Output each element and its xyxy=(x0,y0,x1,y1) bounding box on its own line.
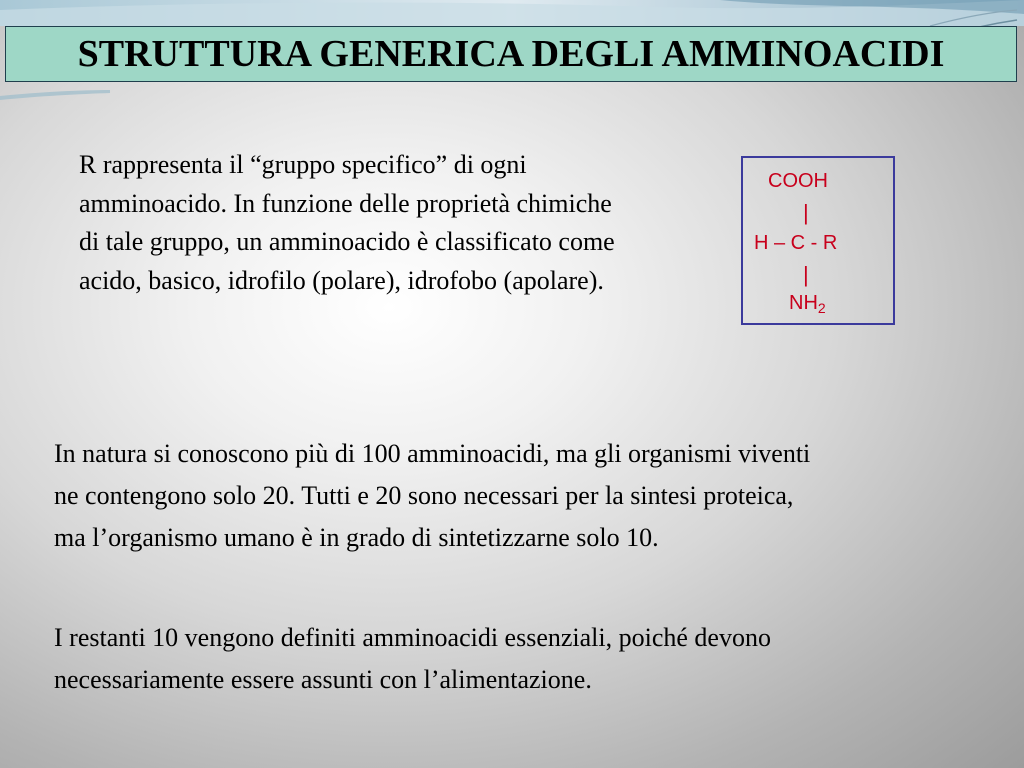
amino-acid-structural-formula xyxy=(743,158,893,323)
formula-bond-bottom: | xyxy=(803,262,809,287)
formula-bond-top: | xyxy=(803,200,809,225)
intro-paragraph: R rappresenta il “gruppo specifico” di ogni amminoacido. In funzione delle proprietà chimiche di tale gruppo, un amminoacido è classificato come acido, basico, idrofilo (polare), idrofobo (apolare). xyxy=(79,150,615,295)
body-paragraph-2: I restanti 10 vengono definiti amminoacidi essenziali, poiché devono necessariamente essere assunti con l’alimentazione. xyxy=(54,623,771,694)
formula-amine-label: NH xyxy=(789,292,818,314)
formula-center-row: H – C - R xyxy=(754,232,838,254)
slide-title: STRUTTURA GENERICA DEGLI AMMINOACIDI xyxy=(77,33,945,75)
formula-carboxyl-group: COOH xyxy=(768,170,828,192)
formula-amine-subscript: 2 xyxy=(817,300,826,316)
title-banner xyxy=(5,26,1017,82)
body-paragraph-1: In natura si conoscono più di 100 amminoacidi, ma gli organismi viventi ne contengono solo 20. Tutti e 20 sono necessari per la sintesi proteica, ma l’organismo umano è in grado di sintetizzarne solo 10. xyxy=(54,439,811,552)
formula-amine-group xyxy=(789,292,826,316)
formula-box xyxy=(741,156,895,325)
